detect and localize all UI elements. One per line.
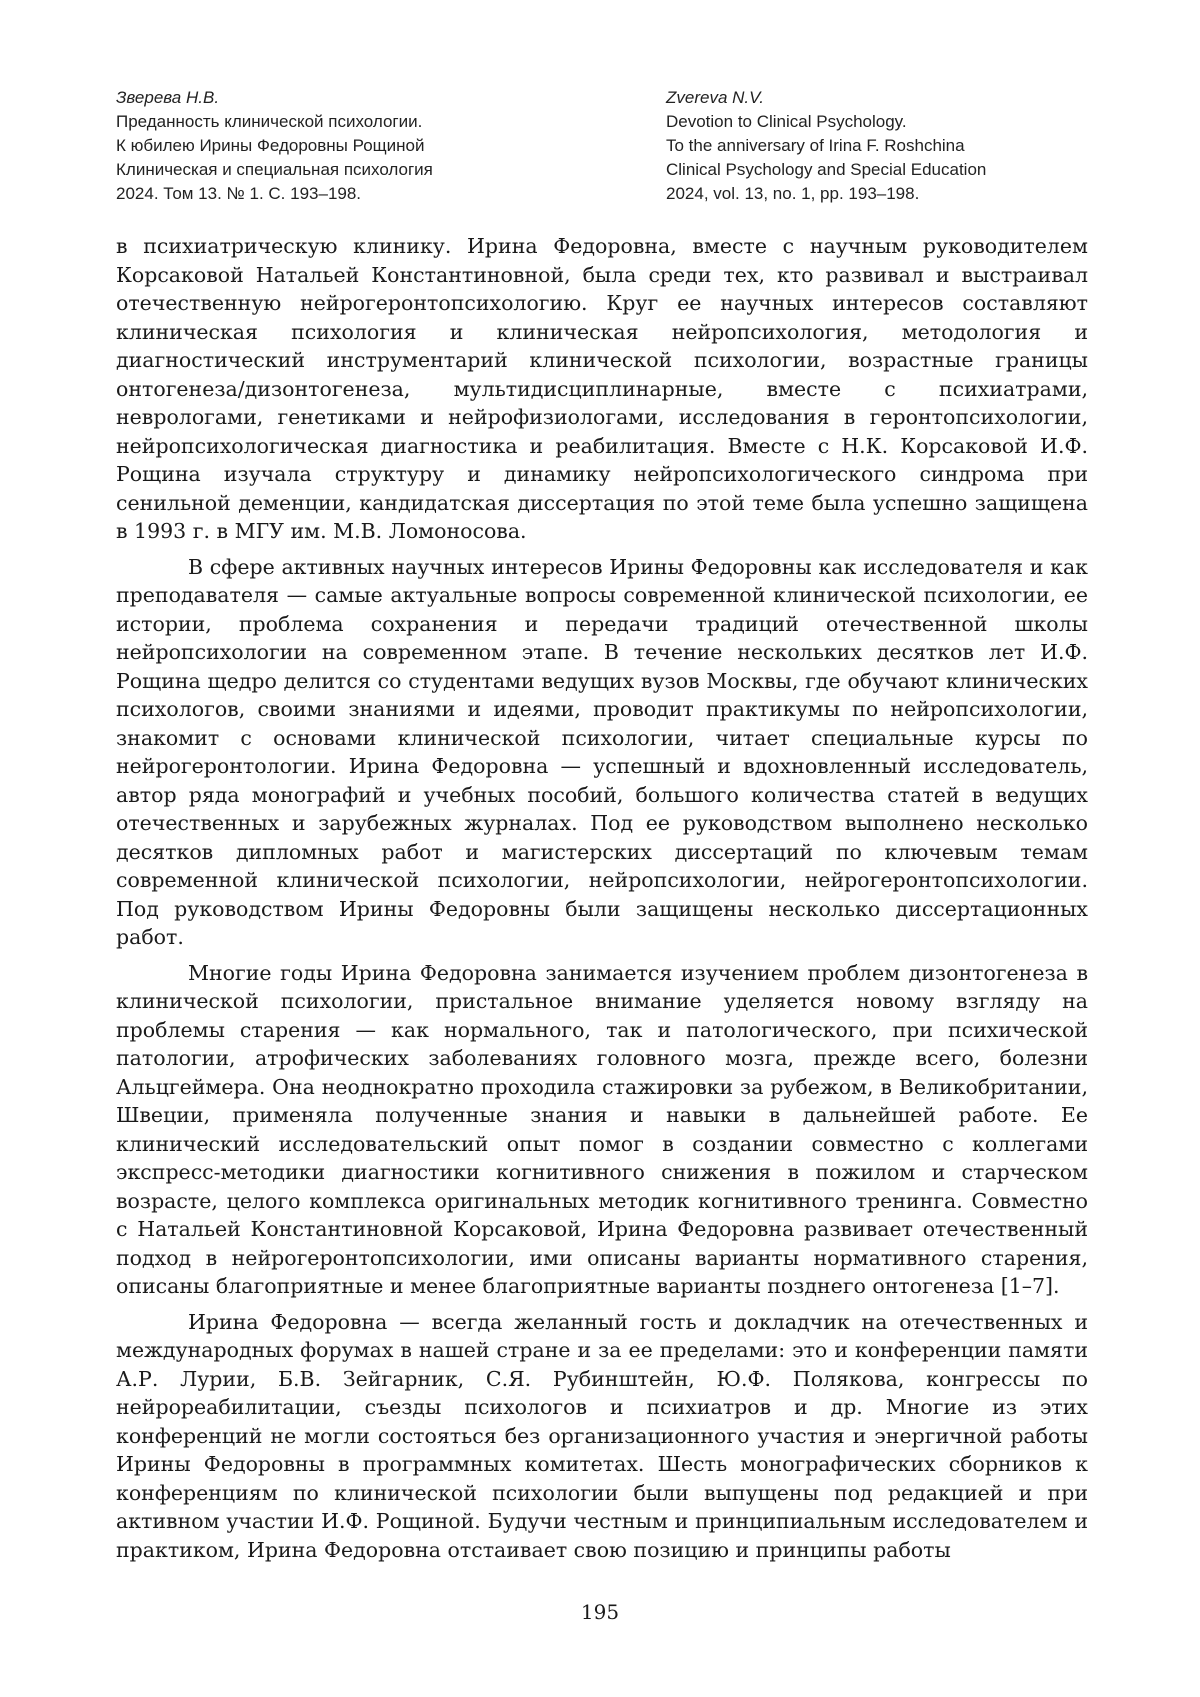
header-english — [666, 86, 1086, 206]
header-citation-en: 2024, vol. 13, no. 1, pp. 193–198. — [666, 182, 1086, 206]
header-title-ru-line1: Преданность клинической психологии. — [116, 110, 616, 134]
paragraph-1: в психиатрическую клинику. Ирина Федоровна, вместе с научным руководителем Корсаковой Натальей Константиновной, была среди тех, кто развивал и выстраивал отечественную нейрогеронтопсихологию. Круг ее научных интересов составляют клиническая психология и клиническая нейропсихология, методология и диагностический инструментарий клинической психологии, возрастные границы онтогенеза/дизонтогенеза, мультидисциплинарные, вместе с психиатрами, неврологами, генетиками и нейрофизиологами, исследования в геронтопсихологии, нейропсихологическая диагностика и реабилитация. Вместе с Н.К. Корсаковой И.Ф. Рощина изучала структуру и динамику нейропсихологического синдрома при сенильной деменции, кандидатская диссертация по этой теме была успешно защищена в 1993 г. в МГУ им. М.В. Ломоносова. — [116, 232, 1088, 546]
page-number: 195 — [0, 1600, 1200, 1624]
header-author-ru: Зверева Н.В. — [116, 86, 616, 110]
header-author-en: Zvereva N.V. — [666, 86, 1086, 110]
header-journal-ru: Клиническая и специальная психология — [116, 158, 616, 182]
header-russian — [116, 86, 616, 206]
header-title-en-line1: Devotion to Clinical Psychology. — [666, 110, 1086, 134]
running-header — [116, 86, 1086, 206]
header-title-en-line2: To the anniversary of Irina F. Roshchina — [666, 134, 1086, 158]
header-citation-ru: 2024. Том 13. № 1. С. 193–198. — [116, 182, 616, 206]
article-body — [116, 232, 1088, 1571]
header-title-ru-line2: К юбилею Ирины Федоровны Рощиной — [116, 134, 616, 158]
paragraph-2: В сфере активных научных интересов Ирины Федоровны как исследователя и как преподавателя — самые актуальные вопросы современной клинической психологии, ее истории, проблема сохранения и передачи традиций отечественной школы нейропсихологии на современном этапе. В течение нескольких десятков лет И.Ф. Рощина щедро делится со студентами ведущих вузов Москвы, где обучают клинических психологов, своими знаниями и идеями, проводит практикумы по нейропсихологии, знакомит с основами клинической психологии, читает специальные курсы по нейрогеронтологии. Ирина Федоровна — успешный и вдохновленный исследователь, автор ряда монографий и учебных пособий, большого количества статей в ведущих отечественных и зарубежных журналах. Под ее руководством выполнено несколько десятков дипломных работ и магистерских диссертаций по ключевым темам современной клинической психологии, нейропсихологии, нейрогеронтопсихологии. Под руководством Ирины Федоровны были защищены несколько диссертационных работ. — [116, 553, 1088, 952]
paragraph-4: Ирина Федоровна — всегда желанный гость и докладчик на отечественных и международных форумах в нашей стране и за ее пределами: это и конференции памяти А.Р. Лурии, Б.В. Зейгарник, С.Я. Рубинштейн, Ю.Ф. Полякова, конгрессы по нейрореабилитации, съезды психологов и психиатров и др. Многие из этих конференций не могли состояться без организационного участия и энергичной работы Ирины Федоровны в программных комитетах. Шесть монографических сборников к конференциям по клинической психологии были выпущены под редакцией и при активном участии И.Ф. Рощиной. Будучи честным и принципиальным исследователем и практиком, Ирина Федоровна отстаивает свою позицию и принципы работы — [116, 1308, 1088, 1565]
paragraph-3: Многие годы Ирина Федоровна занимается изучением проблем дизонтогенеза в клинической психологии, пристальное внимание уделяется новому взгляду на проблемы старения — как нормального, так и патологического, при психической патологии, атрофических заболеваниях головного мозга, прежде всего, болезни Альцгеймера. Она неоднократно проходила стажировки за рубежом, в Великобритании, Швеции, применяла полученные знания и навыки в дальнейшей работе. Ее клинический исследовательский опыт помог в создании совместно с коллегами экспресс-методики диагностики когнитивного снижения в пожилом и старческом возрасте, целого комплекса оригинальных методик когнитивного тренинга. Совместно с Натальей Константиновной Корсаковой, Ирина Федоровна развивает отечественный подход в нейрогеронтопсихологии, ими описаны варианты нормативного старения, описаны благоприятные и менее благоприятные варианты позднего онтогенеза [1–7]. — [116, 959, 1088, 1301]
header-journal-en: Clinical Psychology and Special Education — [666, 158, 1086, 182]
